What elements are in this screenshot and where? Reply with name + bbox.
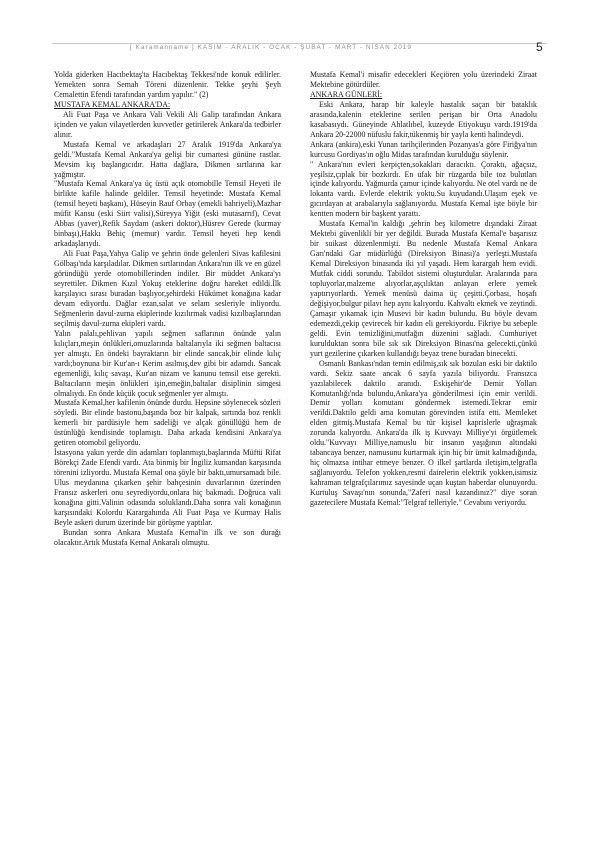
paragraph: Ali Fuat Paşa,Yahya Galip ve şehrin önde gelenleri Sivas kafilesini Gölbaşı'nda karşıladılar. Dikmen sırtlarından Ankara'nın ilk ve en güzel göründüğü yerde otomobillerinden indiler. Bir müddet Ankara'yı seyrettiler. Dikmen Kızıl Yokuş eteklerine doğru hareket edildi.İlk karşılayıcı sırası buradan başlıyor,şehirdeki Hükümet konağına kadar devam ediyordu. Dağlar ezan,salat ve selam sesleriyle inliyordu. Seğmenlerin davul-zurna ekiplerinde kızılırmak vadisi kızılbaşlarından seçilmiş davul-zurna ekipleri vardı.: [54, 249, 281, 328]
paragraph: Mustafa Kemal ve arkadaşları 27 Aralık 1919'da Ankara'ya geldi."Mustafa Kemal Ankara'ya gelişi bir cumartesi gününe rastlar. Mevsim kış başlangıcıdır. Hatta dağlara, Dikmen sırtlarına kar yağmıştır.: [54, 139, 281, 179]
paragraph: "Mustafa Kemal Ankara'ya üç üstü açık otomobille Temsil Heyeti ile birlikte kafile halinde geldiler. Temsil heyetinde: Mustafa Kemal (temsil heyeti başkanı), Hüseyin Rauf Orbay (emekli bahriyeli),Mazhar müfit Kansu (eski Siirt valisi),Süreyya Yiğit (eski mutasarrıf), Cevat Abbas (yaver),Refik Saydam (askeri doktor),Hüsrev Gerede (kurmay binbaşı),Hakkı Behiç (memur) vardır. Temsil heyeti hep kendi arkadaşlarıydı.: [54, 179, 281, 249]
paragraph: Yalın palalı,pehlivan yapılı seğmen saflarının önünde yalın kılıçları,meşin önlükleri,omuzlarında baltalarıyla iki seğmen baltacısı yer almıştı. En öndeki bayraktarın bir elinde sancak,bir elinde kılıç vardı;boynuna bir Kur'an-ı Kerim asılmış,dev gibi bir adamdı. Sancak egemenliği, kılıç savaşı, Kur'an nizam ve kanunu temsil etse gerekti. Baltacıların meşin önlükleri işin,emeğin,baltalar disiplinin simgesi olmalıydı. En önde küçük çocuk seğmenler yer almıştı.: [54, 328, 281, 398]
page-number: 5: [536, 40, 543, 54]
paragraph: Ankara (ankira),eski Yunan tarihçilerinden Pozanyas'a göre Firiğya'nın kurcusu Gordiyas'ın oğlu Midas tarafından kurulduğu söylenir.: [310, 139, 537, 159]
paragraph: Bundan sonra Ankara Mustafa Kemal'in ilk ve son durağı olacaktır.Artık Mustafa Kemal Ankaralı olmuştu.: [54, 527, 281, 547]
section-heading: ANKARA GÜNLERİ:: [310, 89, 383, 99]
paragraph: Yolda giderken Hacıbektaş'ta Hacıbektaş Tekkesi'nde konuk edilirler. Yemekten sonra Semah Töreni düzenlenir. Tekke şeyhi Şeyh Cemalettin Efendi tarafından yardım yapılır." (2): [54, 70, 281, 99]
text-column-right: [310, 70, 537, 508]
section-heading: MUSTAFA KEMAL ANKARA'DA:: [54, 99, 171, 109]
running-head: [ Karamanname ] KASIM - ARALIK - OCAK - ŞUBAT - MART - NİSAN 2019: [129, 44, 413, 51]
paragraph: Mustafa Kemal,her kafilenin önünde durdu. Hepsine söylenecek sözleri söyledi. Bir elinde bastonu,başında boz bir kalpak, sırtında boz renkli kemerli bir pardüsiyle hem sadeliği ve alçak gönüllüğü hem de üstünlüğü kendisinde toplamıştı. Daha arkada kendisini Ankara'ya getiren otomobil geliyordu.: [54, 398, 281, 448]
paragraph: Ali Fuat Paşa ve Ankara Vali Vekili Ali Galip tarafından Ankara içinden ve yakın vilayetlerden kuvvetler getirilerek Ankara'da tedbirler alınır.: [54, 109, 281, 139]
paragraph: " Ankara'nın evleri kerpiçten,sokakları daracıktı. Çoraktı, ağaçsız, yeşilsiz,çıplak bir bozkırdı. En ufak bir rüzgarda bile toz bulutları içinde kalıyordu. Yağmurda çamur içinde kalıyordu. Ne otel vardı ne de lokanta vardı. Evlerde elektrik yoktu.Su kuyudandı.Ulaşım eşek ve gıcırdayan at arabalarıyla sağlanıyordu. Mustafa Kemal işte böyle bir kentten modern bir başkent yarattı.: [310, 159, 537, 219]
paragraph: Eski Ankara, harap bir kaleyle hastalık saçan bir bataklık arasında,kalenin eteklerine serilen perişan bir Orta Anadolu kasabasıydı. Güneyinde Ahlatlıbel, kuzeyde Etiyokuşu vardı.1919'da Ankara 20-22000 nüfuslu fakir,tükenmiş bir yayla kenti halindeydi.: [310, 99, 537, 139]
paragraph: Mustafa Kemal'i misafir edecekleri Keçiören yolu üzerindeki Ziraat Mektebine götürdüler.: [310, 70, 537, 89]
paragraph: Osmanlı Bankası'ndan temin edilmiş,sık sık bozulan eski bir daktilo vardı. Sekiz saate ancak 6 sayfa yazıla biliyordu. Fransızca yazılabilecek daktilo aranıdı. Eskişehir'de Demir Yolları Komutanlığı'nda bulundu,Ankara'ya gönderilmesi için emir verildi. Demir yolları komutanı göndermek istemedi.Tekrar emir verildi.Daktilo geldi ama komutan görevinden istifa etti. Memleket elden gitmiş.Mustafa Kemal bu tür kişisel kaprislerle uğraşmak zorunda kalıyordu. Ankara'da ilk iş Kuvvayı Milliye'yi örgütlemek oldu."Kuvvayı Milliye,namuslu bir insanın yaşığının altındaki tabancaya benzer, namusunu kurtarmak için hiç bir ümit kalmadığında, hiç olmazsa intihar etmeye benzer. O ilkel şartlarda iletişim,telgrafla sağlanıyordu. Telefon yokken,resmi dairelerin elektrik yokken,isimsiz kahraman telgrafçılarımız sayesinde uçan kuştan haberdar olunuyordu. Kurtuluş Savaşı'nın sonunda,"Zaferi nasıl kazandınız?" diye soran gazetecilere Mustafa Kemal:"Telgraf telleriyle." Cevabını veriyordu.: [310, 358, 537, 507]
paragraph: Mustafa Kemal'in kaldığı ,şehrin beş kilometre dışındaki Ziraat Mektebi güvenlikli bir yer değildi. Burada Mustafa Kemal'e başarısız bir suikast düzenlenmişti. Bu nedenle Mustafa Kemal Ankara Garı'ndaki Gar müdürlüğü (Direksiyon Binası)'a yerleşti.Mustafa Kemal Direksiyon binasında iki yıl yaşadı. Hem karargah hem evidi. Mutfak ciddi sorundu. Tabildot sistemi oluşturdular. Aralarında para topluyorlar,malzeme alıyorlar,aşçılıktan anlayan erlere yemek yaptırıyorlardı. Yemek menüsü daima üç çeşitti.Çorbası, hoşafı değişiyor,bulgur pilavı hep aynı kalıyordu. Kahvaltı ekmek ve zeytindi. Çamaşır yıkamak için Musevi bir kadın bulundu. Bu böyle devam edemezdi,çekip çevirecek bir kadın eli gerekiyordu. Fikriye bu sebeple geldi. Evin temizliğini,mutfağın düzenini sağladı. Cumhuriyet kurulduktan sonra bile sık sık Direksiyon Binası'na gelecekti,çünkü yurt gezilerine çıkarken kullandığı beyaz trene buradan binecekti.: [310, 219, 537, 358]
text-column-left: [54, 70, 281, 548]
paragraph: İstasyona yakın yerde din adamları toplanmıştı,başlarında Müftü Rifat Börekçi Zade Efendi vardı. Ata binmiş bir İngiliz kumandan karşısında törenini izliyordu. Mustafa Kemal ona şöyle bir baktı,umursamadı bile. Ulus meydanına çıkarken şehir bahçesinin duvarlarının üzerinden Fransız askerleri onu seyrediyordu,onlara hiç bakmadı. Doğruca vali konağına gitti.Valinin odasında soluklandı.Daha sonra vali konağının karşısındaki Kolordu Karargahında Ali Fuat Paşa ve Kurmay Halis Beyle askeri durum üzerinde bir görüşme yaptılar.: [54, 448, 281, 527]
